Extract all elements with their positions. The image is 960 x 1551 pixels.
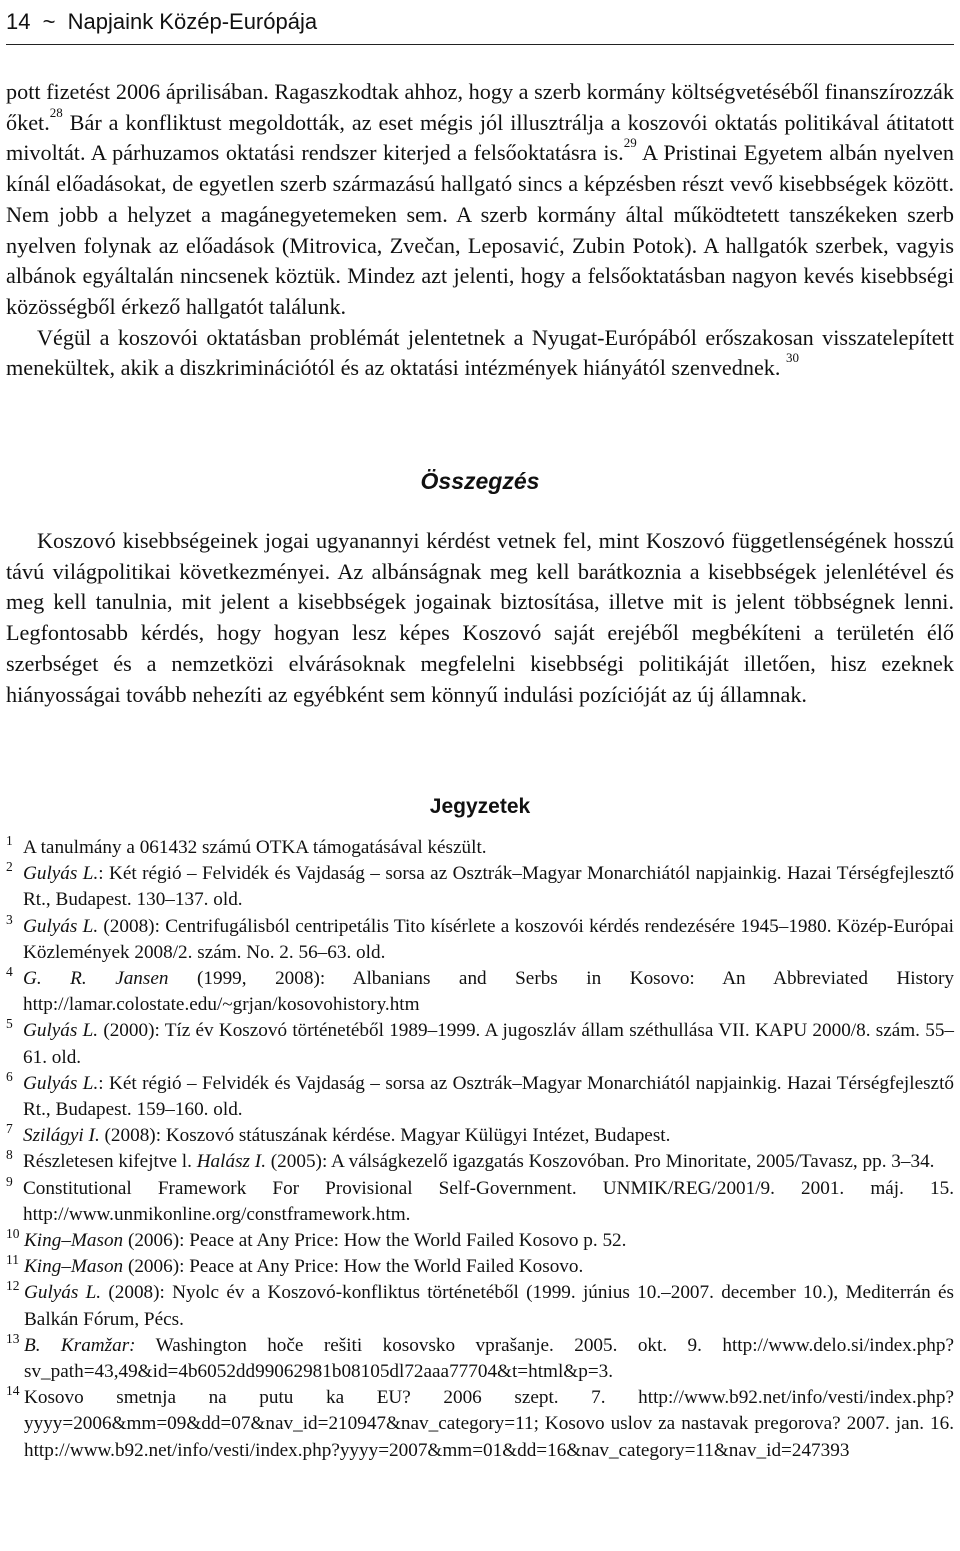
endnote-author: G. R. Jansen [23, 968, 169, 990]
endnote-number: 14 [6, 1383, 20, 1399]
endnote-number: 10 [6, 1226, 20, 1242]
endnote-number: 1 [6, 833, 13, 848]
endnote-author: Gulyás L. [23, 863, 99, 885]
endnote-text: Részletesen kifejtve l. [23, 1151, 197, 1173]
paragraph [6, 323, 954, 384]
footnote-ref[interactable]: 28 [49, 104, 63, 120]
endnote-item [6, 966, 954, 1018]
endnote-author: Gulyás L. [23, 1072, 99, 1094]
main-text [6, 77, 954, 384]
endnote-text: (1999, 2008): Albanians and Serbs in Kosovo: An Abbreviated History http://lamar.colostate.edu/~grjan/kosovohistory.htm [23, 968, 955, 1016]
endnote-author: B. Kramžar: [24, 1334, 136, 1356]
endnote-text: (2006): Peace at Any Price: How the World Failed Kosovo. [123, 1256, 584, 1278]
endnote-author: King–Mason [24, 1230, 124, 1252]
endnote-item [6, 1123, 954, 1149]
footnote-ref[interactable]: 29 [623, 135, 637, 151]
endnote-item [6, 1018, 954, 1070]
endnote-text: (2008): Koszovó státuszának kérdése. Magyar Külügyi Intézet, Budapest. [99, 1125, 671, 1147]
header-separator: ~ [42, 9, 56, 34]
endnote-item [6, 861, 954, 913]
endnote-text: Kosovo smetnja na putu ka EU? 2006 szept. 7. http://www.b92.net/info/vesti/index.php?yyyy=2006&mm=09&dd=07&nav_id=210947&nav_category=11; Kosovo uslov za nastavak pregorova? 2007. jan. 16. http://www.b92.net/info/vesti/index.php?yyyy=2007&mm=01&dd=16&nav_category=11&nav_id=247393 [24, 1387, 954, 1461]
endnote-text: Washington hoče rešiti kosovsko vprašanje. 2005. okt. 9. http://www.delo.si/index.php?sv_path=43,49&id=4b6052dd99062981b08105dl72aaa77704&t=html&p=3. [24, 1334, 954, 1383]
endnote-item [6, 1330, 954, 1385]
endnotes-list [6, 835, 954, 1464]
endnote-number: 11 [6, 1252, 19, 1268]
endnote-text: Constitutional Framework For Provisional Self-Government. UNMIK/REG/2001/9. 2001. máj. 15. http://www.unmikonline.org/constframework.htm. [23, 1177, 954, 1225]
endnote-item [6, 1149, 954, 1175]
endnote-item [6, 1228, 954, 1254]
endnote-number: 13 [6, 1330, 20, 1346]
paragraph-text: pott fizetést 2006 áprilisában. Ragaszkodtak ahhoz, hogy a szerb kormány költségvetéséből finanszírozzák őket. [6, 79, 954, 135]
endnote-author: Gulyás L. [23, 1020, 99, 1042]
endnote-text: (2006): Peace at Any Price: How the World Failed Kosovo p. 52. [123, 1230, 627, 1252]
endnote-item [6, 911, 954, 966]
paragraph [6, 77, 954, 323]
endnote-text: (2008): Centrifugálisból centripetális Tito kísérlete a koszovói kérdés rendezésére 1945–1980. Közép-Európai Közlemények 2008/2. szám. No. 2. 56–63. old. [23, 915, 954, 963]
endnote-number: 12 [6, 1278, 20, 1294]
paragraph-text: A Pristinai Egyetem albán nyelven kínál előadásokat, de egyetlen szerb származású hallgató sincs a képzésben részt vevő kisebbségek között. Nem jobb a helyzet a magánegyetemeken sem. A szerb kormány által működtetett tanszékeken szerb nyelven folynak az előadások (Mitrovica, Zvečan, Leposavić, Zubin Potok). A hallgatók szerbek, vagyis albánok egyáltalán nincsenek köztük. Mindez azt jelenti, hogy a felsőoktatásban nagyon kevés kisebbségi közösségből érkező hallgatót találunk. [6, 140, 954, 319]
paragraph-text: Végül a koszovói oktatásban problémát jelentetnek a Nyugat-Európából erőszakosan visszatelepített menekültek, akik a diszkriminációtól és az oktatási intézmények hiányától szenvednek. [6, 324, 954, 381]
endnote-author: Szilágyi I. [23, 1125, 100, 1147]
summary-text [6, 526, 954, 710]
endnote-text: (2008): Nyolc év a Koszovó-konfliktus történetéből (1999. június 10.–2007. december 10.), Mediterrán és Balkán Fórum, Pécs. [24, 1282, 954, 1330]
endnote-author: King–Mason [24, 1256, 124, 1278]
footnote-ref[interactable]: 30 [786, 350, 799, 366]
endnote-item [6, 1385, 954, 1464]
endnote-number: 7 [6, 1121, 13, 1137]
section-heading-notes: Jegyzetek [429, 795, 531, 818]
endnote-text: (2005): A válságkezelő igazgatás Koszovóban. Pro Minoritate, 2005/Tavasz, pp. 3–34. [266, 1151, 935, 1173]
journal-title: Napjaink Közép-Európája [67, 9, 318, 34]
endnote-text: : Két régió – Felvidék és Vajdaság – sorsa az Osztrák–Magyar Monarchiától napjainkig. Hazai Térségfejlesztő Rt., Budapest. 159–160. old. [23, 1072, 954, 1121]
endnote-item [6, 835, 954, 861]
endnote-item [6, 1280, 954, 1332]
page-number: 14 [6, 9, 31, 34]
endnote-number: 3 [6, 911, 13, 927]
paragraph: Koszovó kisebbségeinek jogai ugyanannyi kérdést vetnek fel, mint Koszovó függetlenségének hosszú távú világpolitikai következményei. Az albánságnak meg kell barátkoznia a kisebbségek jelenlétével és meg kell tanulnia, mit jelent a kisebbségek jogainak biztosítása, illetve mit is jelent többségnek lenni. Legfontosabb kérdés, hogy hogyan lesz képes Koszovó saját erejéből megbékíteni a területén élő szerbséget és a nemzetközi elvárásoknak megfelelni kisebbségi politikáját illetően, hisz ezeknek hiányosságai tovább nehezíti az egyébként sem könnyű indulási pozícióját az új államnak. [6, 528, 954, 707]
endnote-author: Gulyás L. [23, 915, 99, 937]
endnote-text: : Két régió – Felvidék és Vajdaság – sorsa az Osztrák–Magyar Monarchiától napjainkig. Hazai Térségfejlesztő Rt., Budapest. 130–137. old. [23, 863, 954, 911]
endnote-number: 5 [6, 1016, 13, 1032]
endnote-text: A tanulmány a 061432 számú OTKA támogatásával készült. [23, 837, 487, 858]
endnote-number: 6 [6, 1068, 13, 1084]
endnote-author: Halász I. [196, 1151, 266, 1173]
endnote-number: 4 [6, 964, 13, 980]
endnote-item [6, 1173, 954, 1228]
endnote-number: 2 [6, 859, 13, 875]
endnote-author: Gulyás L. [24, 1282, 102, 1304]
endnote-item [6, 1068, 954, 1123]
endnote-number: 8 [6, 1147, 13, 1163]
paragraph-text: Bár a konfliktust megoldották, az eset mégis jól illusztrálja a koszovói oktatás politikával átitatott mivoltát. A párhuzamos oktatási rendszer kiterjed a felsőoktatásra is. [6, 109, 954, 166]
running-header [6, 0, 954, 45]
endnote-number: 9 [6, 1173, 13, 1189]
endnote-item [6, 1254, 954, 1280]
section-heading-summary: Összegzés [420, 468, 540, 494]
endnote-text: (2000): Tíz év Koszovó történetéből 1989–1999. A jugoszláv állam széthullása VII. KAPU 2000/8. szám. 55–61. old. [23, 1020, 955, 1068]
